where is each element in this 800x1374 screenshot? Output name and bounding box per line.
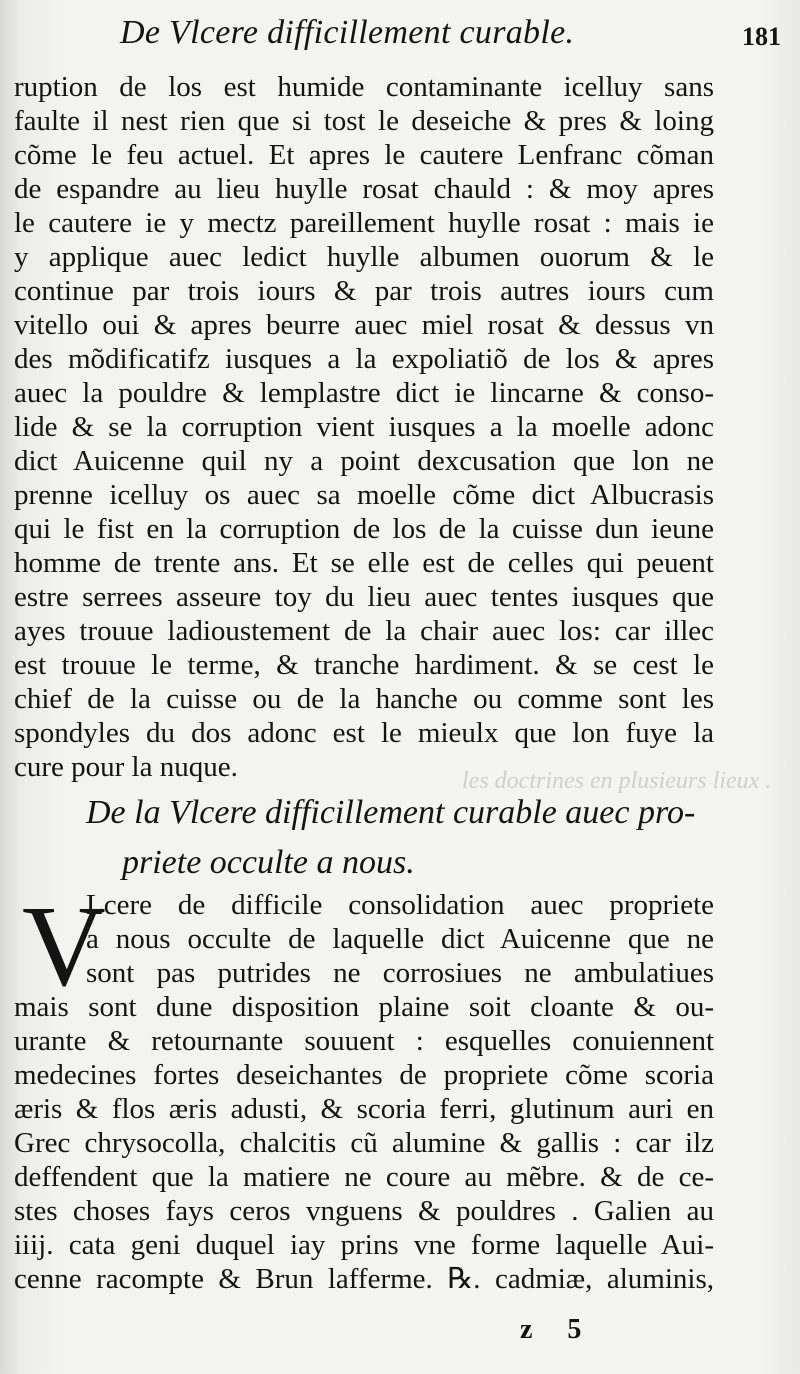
gathering-signature: z 5: [520, 1314, 596, 1345]
text-line: dict Auicenne quil ny a point dexcusation que lon ne: [14, 445, 714, 477]
text-line: iiij. cata geni duquel iay prins vne forme laquelle Aui-: [14, 1229, 714, 1261]
text-line: qui le fist en la corruption de los de la cuisse dun ieune: [14, 513, 714, 545]
text-line: estre serrees asseure toy du lieu auec tentes iusques que: [14, 581, 714, 613]
text-line: est trouue le terme, & tranche hardiment. & se cest le: [14, 649, 714, 681]
text-line: Grec chrysocolla, chalcitis cũ alumine & gallis : car ilz: [14, 1127, 714, 1159]
text-line: y applique auec ledict huylle albumen ouorum & le: [14, 241, 714, 273]
page-number: 181: [742, 22, 781, 51]
text-line: prenne icelluy os auec sa moelle cõme dict Albucrasis: [14, 479, 714, 511]
text-line: Lcere de difficile consolidation auec propriete: [86, 889, 714, 921]
text-line: de espandre au lieu huylle rosat chauld : & moy apres: [14, 173, 714, 205]
text-line: des mõdificatifz iusques a la expoliatiõ de los & apres: [14, 343, 714, 375]
text-line: lide & se la corruption vient iusques a la moelle adonc: [14, 411, 714, 443]
text-line: stes choses fays ceros vnguens & pouldres . Galien au: [14, 1195, 714, 1227]
text-line: mais sont dune disposition plaine soit cloante & ou-: [14, 991, 714, 1023]
text-line: urante & retournante souuent : esquelles conuiennent: [14, 1025, 714, 1057]
show-through-text: les doctrines en plusieurs lieux .: [462, 768, 772, 794]
text-line: ruption de los est humide contaminante icelluy sans: [14, 71, 714, 103]
text-line: homme de trente ans. Et se elle est de celles qui peuent: [14, 547, 714, 579]
text-line: le cautere ie y mectz pareillement huylle rosat : mais ie: [14, 207, 714, 239]
text-line: chief de la cuisse ou de la hanche ou comme sont les: [14, 683, 714, 715]
section-heading: [86, 788, 726, 888]
text-line: vitello oui & apres beurre auec miel rosat & dessus vn: [14, 309, 714, 341]
text-line: auec la pouldre & lemplastre dict ie lincarne & conso-: [14, 377, 714, 409]
text-line: cenne racompte & Brun lafferme. ℞. cadmiæ, aluminis,: [14, 1263, 714, 1295]
running-head: De Vlcere difficillement curable.: [120, 14, 575, 51]
text-line-last: cure pour la nuque.: [14, 751, 238, 783]
text-line: cõme le feu actuel. Et apres le cautere Lenfranc cõman: [14, 139, 714, 171]
heading-line: priete occulte a nous.: [122, 844, 415, 881]
heading-line: De la Vlcere difficillement curable auec pro-: [86, 794, 696, 831]
text-line: faulte il nest rien que si tost le deseiche & pres & loing: [14, 105, 714, 137]
drop-cap: V: [22, 883, 106, 1011]
paragraph-2: [14, 883, 714, 1296]
text-line: medecines fortes deseichantes de propriete cõme scoria: [14, 1059, 714, 1091]
text-line: æris & flos æris adusti, & scoria ferri, glutinum auri en: [14, 1093, 714, 1125]
text-line: a nous occulte de laquelle dict Auicenne que ne: [86, 923, 714, 955]
text-line: sont pas putrides ne corrosiues ne ambulatiues: [86, 957, 714, 989]
text-line: spondyles du dos adonc est le mieulx que lon fuye la: [14, 717, 714, 749]
text-line: deffendent que la matiere ne coure au mẽbre. & de ce-: [14, 1161, 714, 1193]
paragraph-1: [14, 70, 714, 784]
text-line: ayes trouue ladioustement de la chair auec los: car illec: [14, 615, 714, 647]
text-line: continue par trois iours & par trois autres iours cum: [14, 275, 714, 307]
